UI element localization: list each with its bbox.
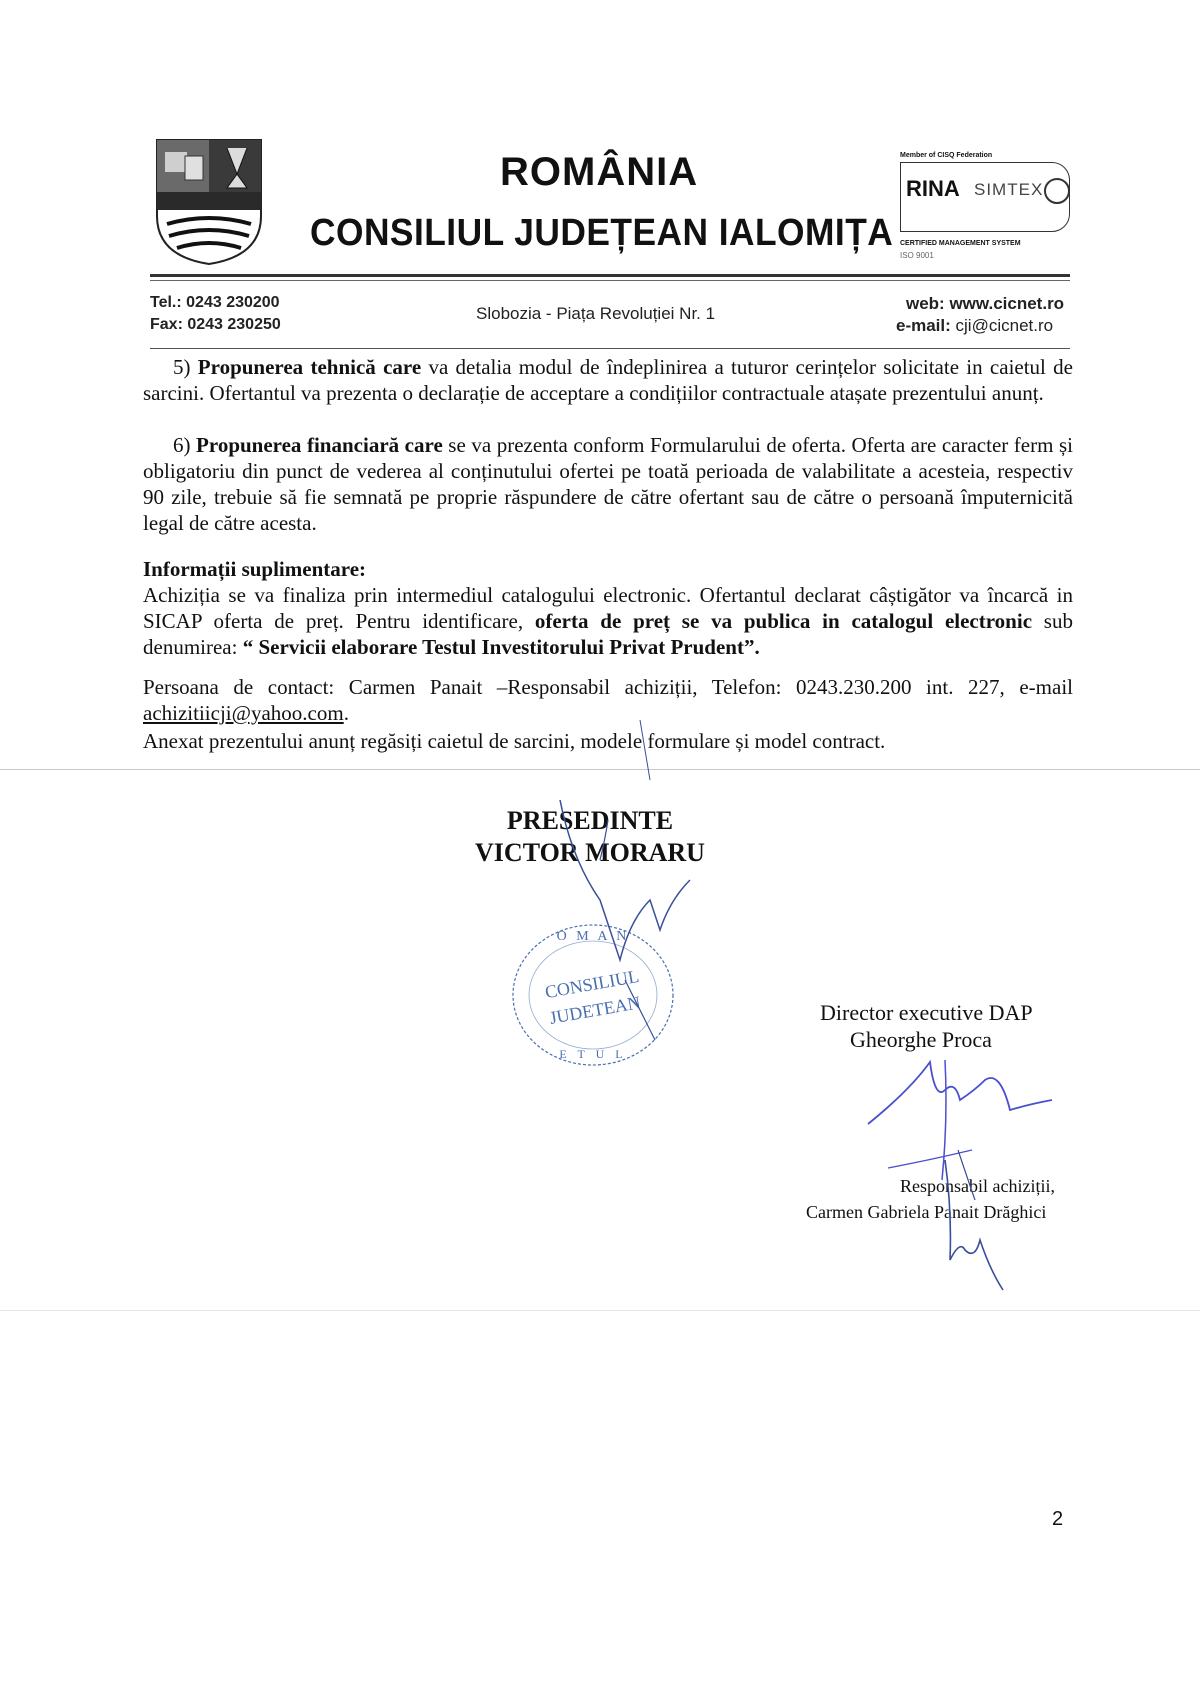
contact-web: web: www.cicnet.ro xyxy=(906,294,1065,313)
info-text-1: Achiziția se va finaliza prin intermediul catalogului electronic. Ofertantul declarat câștigător va încarcă in SICAP oferta de preț. Pentru identificare, xyxy=(143,583,1073,633)
certification-badge xyxy=(900,148,1070,268)
contact-email: cji@cicnet.ro xyxy=(955,316,1054,335)
p6-number: 6) xyxy=(173,433,191,457)
info-text-2: sub denumirea: xyxy=(143,609,1073,659)
cert-member-text: Member of CISQ Federation xyxy=(900,152,993,159)
contact-person-end: . xyxy=(343,701,349,725)
director-title: Director executive DAP xyxy=(820,1000,1033,1025)
cert-seal-icon xyxy=(1044,178,1070,204)
responsible-title: Responsabil achiziții, xyxy=(900,1176,1055,1196)
info-bold-2: “ Servicii elaborare Testul Investitorului Privat Prudent”. xyxy=(242,635,760,659)
contact-email-label: e-mail: xyxy=(896,316,951,335)
header-divider xyxy=(150,274,1070,277)
paragraph-technical-proposal xyxy=(143,354,1073,406)
paragraph-contact-person xyxy=(143,674,1073,726)
responsible-name: Carmen Gabriela Panait Drăghici xyxy=(806,1202,1047,1222)
info-bold-1: oferta de preț se va publica in catalogul electronic xyxy=(534,609,1033,633)
director-name: Gheorghe Proca xyxy=(850,1027,992,1052)
contact-person-text: Persoana de contact: Carmen Panait –Responsabil achiziții, Telefon: 0243.230.200 int. 227, e-mail xyxy=(143,675,1073,699)
header-divider-thin xyxy=(150,280,1070,281)
scan-fold-line-lower xyxy=(0,1310,1200,1311)
p6-heading: Propunerea financiară care xyxy=(196,433,443,457)
svg-text:O M A N: O M A N xyxy=(556,929,630,944)
svg-text:E T U L: E T U L xyxy=(559,1047,627,1061)
contact-person-email-link[interactable]: achizitiicji@yahoo.com xyxy=(143,701,344,725)
paragraph-additional-info xyxy=(143,582,1073,660)
p5-heading: Propunerea tehnică care xyxy=(197,355,422,379)
paragraph-annex: Anexat prezentului anunț regăsiți caietul de sarcini, modele formulare și model contract. xyxy=(143,729,886,753)
paragraph-financial-proposal xyxy=(143,432,1073,536)
page-number: 2 xyxy=(1052,1508,1064,1530)
svg-text:JUDETEAN: JUDETEAN xyxy=(547,992,642,1028)
contact-fax: Fax: 0243 230250 xyxy=(150,316,281,333)
header-title-institution: CONSILIUL JUDEȚEAN IALOMIȚA xyxy=(310,212,894,254)
contact-address: Slobozia - Piața Revoluției Nr. 1 xyxy=(476,304,716,323)
p5-text: va detalia modul de îndeplinirea a tuturor cerințelor solicitate in caietul de sarcini. Ofertantul va prezenta o declarație de acceptare a condițiilor contractuale atașate prezentului anunț. xyxy=(143,355,1073,405)
official-stamp xyxy=(508,920,678,1070)
info-heading: Informații suplimentare: xyxy=(143,557,367,581)
president-name: VICTOR MORARU xyxy=(475,838,705,867)
cert-system-text: CERTIFIED MANAGEMENT SYSTEM xyxy=(900,240,1021,247)
contact-email-line xyxy=(896,316,1053,336)
contact-tel: Tel.: 0243 230200 xyxy=(150,294,280,311)
p6-text: se va prezenta conform Formularului de oferta. Oferta are caracter ferm și obligatoriu din punct de vederea al conținutului ofertei pe toată perioada de valabilitate a acesteia, respectiv 90 zile, trebuie să fie semnată pe proprie răspundere de către ofertant sau de către o persoană împuternicită legal de către acesta. xyxy=(143,433,1074,535)
president-title: PRESEDINTE xyxy=(506,806,674,835)
coat-of-arms-logo xyxy=(155,138,263,266)
svg-text:CONSILIUL: CONSILIUL xyxy=(543,965,641,1003)
contact-divider xyxy=(150,348,1070,349)
scan-fold-line xyxy=(0,769,1200,770)
cert-rina-logo: RINA xyxy=(906,176,960,201)
cert-simtex-logo: SIMTEX xyxy=(974,180,1044,199)
header-title-country: ROMÂNIA xyxy=(500,150,699,194)
p5-number: 5) xyxy=(173,355,191,379)
cert-iso-text: ISO 9001 xyxy=(900,251,934,260)
